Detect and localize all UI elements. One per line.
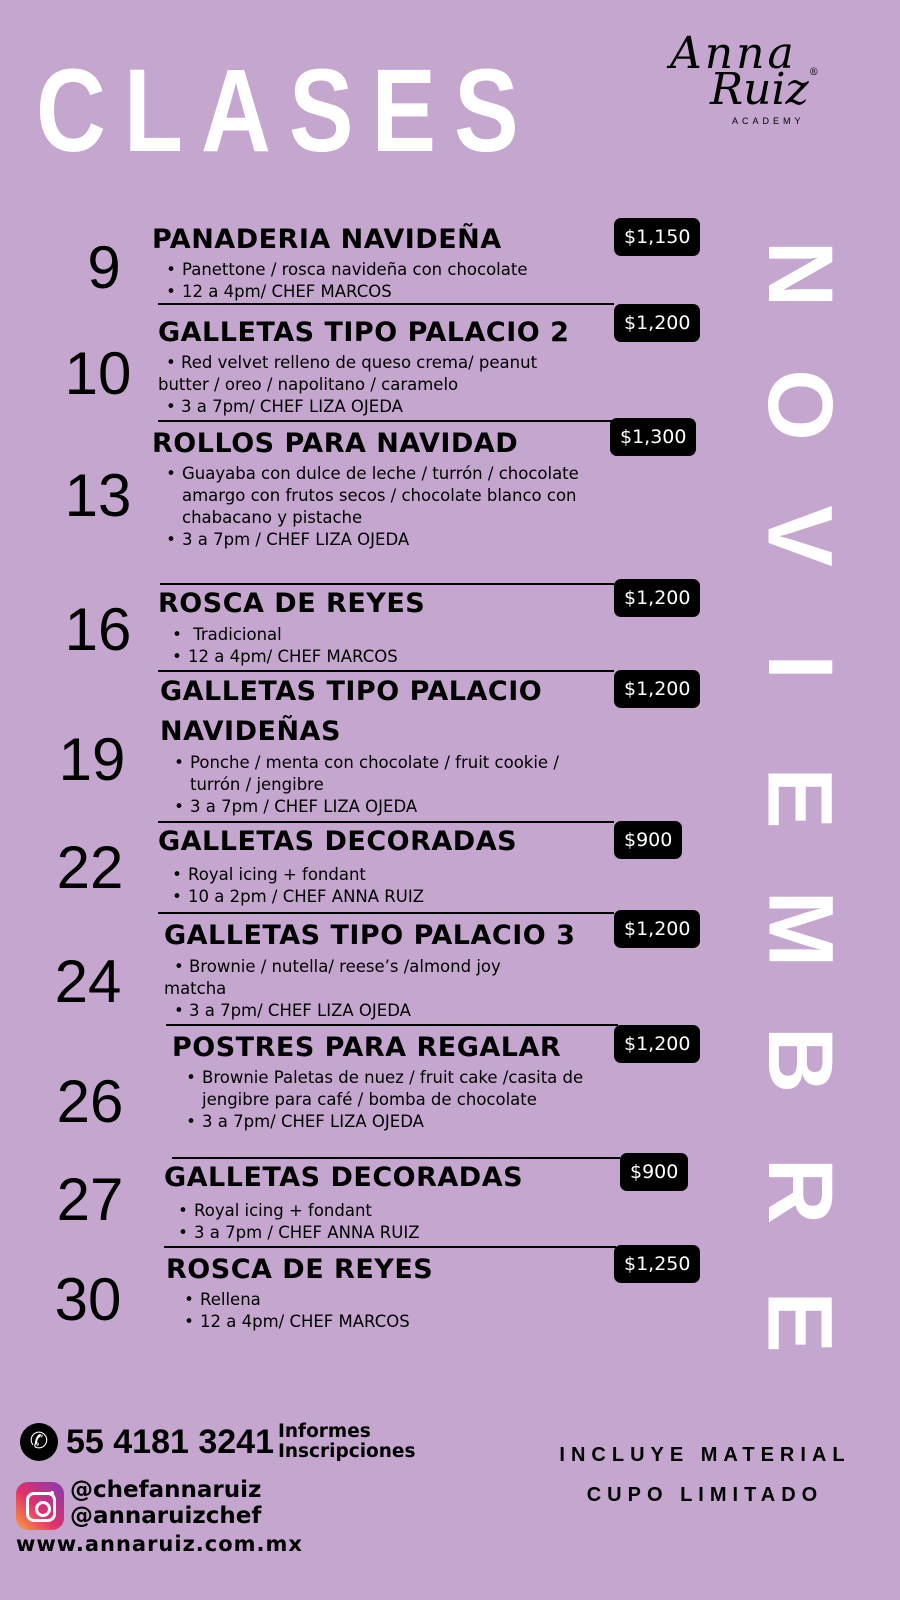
divider xyxy=(158,670,614,672)
class-description-cont: butter / oreo / napolitano / caramelo xyxy=(158,375,459,394)
month-letter: I xyxy=(749,654,851,680)
price-badge: $900 xyxy=(620,1153,688,1191)
contact-phone xyxy=(20,1422,415,1462)
divider xyxy=(164,1246,616,1248)
logo-anna: Anna xyxy=(670,28,797,79)
class-day: 9 xyxy=(87,234,121,301)
instagram-handle[interactable]: @chefannaruiz xyxy=(70,1477,262,1503)
price-badge: $1,300 xyxy=(610,418,696,456)
divider xyxy=(166,1024,618,1026)
price-badge: $1,200 xyxy=(614,670,700,708)
divider xyxy=(158,912,614,914)
class-description: • Royal icing + fondant xyxy=(172,1200,642,1222)
class-day: 24 xyxy=(54,948,122,1015)
class-day: 22 xyxy=(56,834,124,901)
class-schedule: • 3 a 7pm / CHEF LIZA OJEDA xyxy=(168,796,568,818)
class-schedule: • 12 a 4pm/ CHEF MARCOS xyxy=(166,646,636,668)
class-day: 13 xyxy=(64,462,132,529)
class-description: • Ponche / menta con chocolate / fruit cookie / turrón / jengibre xyxy=(168,752,568,796)
class-title: GALLETAS DECORADAS xyxy=(164,1162,524,1193)
class-description-cont: matcha xyxy=(164,979,227,998)
month-letter: O xyxy=(749,369,851,441)
class-description: • Royal icing + fondant xyxy=(166,864,636,886)
class-title: ROSCA DE REYES xyxy=(166,1254,434,1285)
class-description: • Brownie Paletas de nuez / fruit cake /casita de jengibre para café / bomba de chocolate xyxy=(180,1067,630,1111)
class-day: 26 xyxy=(56,1068,124,1135)
price-badge: $1,200 xyxy=(614,304,700,342)
divider xyxy=(160,583,614,585)
class-title: GALLETAS TIPO PALACIO 2 xyxy=(158,317,570,348)
month-letter: B xyxy=(748,1026,851,1094)
month-label xyxy=(735,228,865,1368)
class-day: 16 xyxy=(64,596,132,663)
month-letter: E xyxy=(749,767,851,829)
price-badge: $1,150 xyxy=(614,218,700,256)
price-badge: $900 xyxy=(614,821,682,859)
price-badge: $1,200 xyxy=(614,1025,700,1063)
class-schedule: • 10 a 2pm / CHEF ANNA RUIZ xyxy=(166,886,636,908)
class-schedule: • 3 a 7pm/ CHEF LIZA OJEDA xyxy=(174,1001,411,1020)
logo-academy: ACADEMY xyxy=(732,116,805,126)
class-description: • Rellena xyxy=(178,1289,648,1311)
class-schedule: • 12 a 4pm/ CHEF MARCOS xyxy=(160,281,630,303)
class-title: POSTRES PARA REGALAR xyxy=(172,1032,562,1063)
class-description: • Brownie / nutella/ reese’s /almond joy xyxy=(174,957,501,976)
note-material: INCLUYE MATERIAL xyxy=(559,1444,851,1466)
price-badge: $1,200 xyxy=(614,910,700,948)
divider xyxy=(172,1157,620,1159)
class-schedule: • 3 a 7pm / CHEF LIZA OJEDA xyxy=(160,529,580,551)
class-schedule: • 3 a 7pm/ CHEF LIZA OJEDA xyxy=(166,397,403,416)
class-schedule: • 3 a 7pm / CHEF ANNA RUIZ xyxy=(172,1222,642,1244)
class-title: PANADERIA NAVIDEÑA xyxy=(152,224,502,255)
class-schedule: • 12 a 4pm/ CHEF MARCOS xyxy=(178,1311,648,1333)
class-description: • Tradicional xyxy=(166,624,636,646)
month-letter: N xyxy=(748,240,851,308)
info-label: Informes Inscripciones xyxy=(277,1421,416,1462)
logo-ruiz: Ruiz® xyxy=(710,64,819,115)
class-day: 27 xyxy=(56,1166,124,1233)
website-link[interactable]: www.annaruiz.com.mx xyxy=(16,1532,303,1556)
class-title-cont: NAVIDEÑAS xyxy=(160,716,341,747)
class-title: ROSCA DE REYES xyxy=(158,588,426,619)
class-description: • Guayaba con dulce de leche / turrón / chocolate amargo con frutos secos / chocolate blanco con chabacano y pistache xyxy=(160,463,580,529)
class-day: 30 xyxy=(54,1266,122,1333)
whatsapp-icon: ✆ xyxy=(20,1423,58,1461)
class-description: • Red velvet relleno de queso crema/ peanut xyxy=(166,353,538,372)
month-letter: M xyxy=(748,890,851,968)
month-letter: R xyxy=(748,1157,851,1225)
month-letter: V xyxy=(749,505,851,567)
divider xyxy=(158,303,614,305)
class-schedule: • 3 a 7pm/ CHEF LIZA OJEDA xyxy=(180,1111,630,1133)
month-letter: E xyxy=(749,1291,851,1353)
divider xyxy=(158,420,612,422)
class-title: GALLETAS TIPO PALACIO 3 xyxy=(164,920,576,951)
class-description: • Panettone / rosca navideña con chocolate xyxy=(160,259,630,281)
brand-logo xyxy=(670,28,858,142)
class-title: GALLETAS TIPO PALACIO xyxy=(160,676,543,707)
divider xyxy=(158,821,614,823)
class-title: ROLLOS PARA NAVIDAD xyxy=(152,428,519,459)
instagram-icon xyxy=(16,1482,64,1530)
note-cupo: CUPO LIMITADO xyxy=(586,1484,824,1506)
instagram-handle[interactable]: @annaruizchef xyxy=(70,1503,262,1529)
price-badge: $1,200 xyxy=(614,579,700,617)
phone-number[interactable]: 55 4181 3241 xyxy=(66,1422,274,1461)
class-day: 19 xyxy=(58,726,126,793)
page-title: CLASES xyxy=(36,45,537,177)
class-title: GALLETAS DECORADAS xyxy=(158,826,518,857)
price-badge: $1,250 xyxy=(614,1245,700,1283)
class-day: 10 xyxy=(64,340,132,407)
